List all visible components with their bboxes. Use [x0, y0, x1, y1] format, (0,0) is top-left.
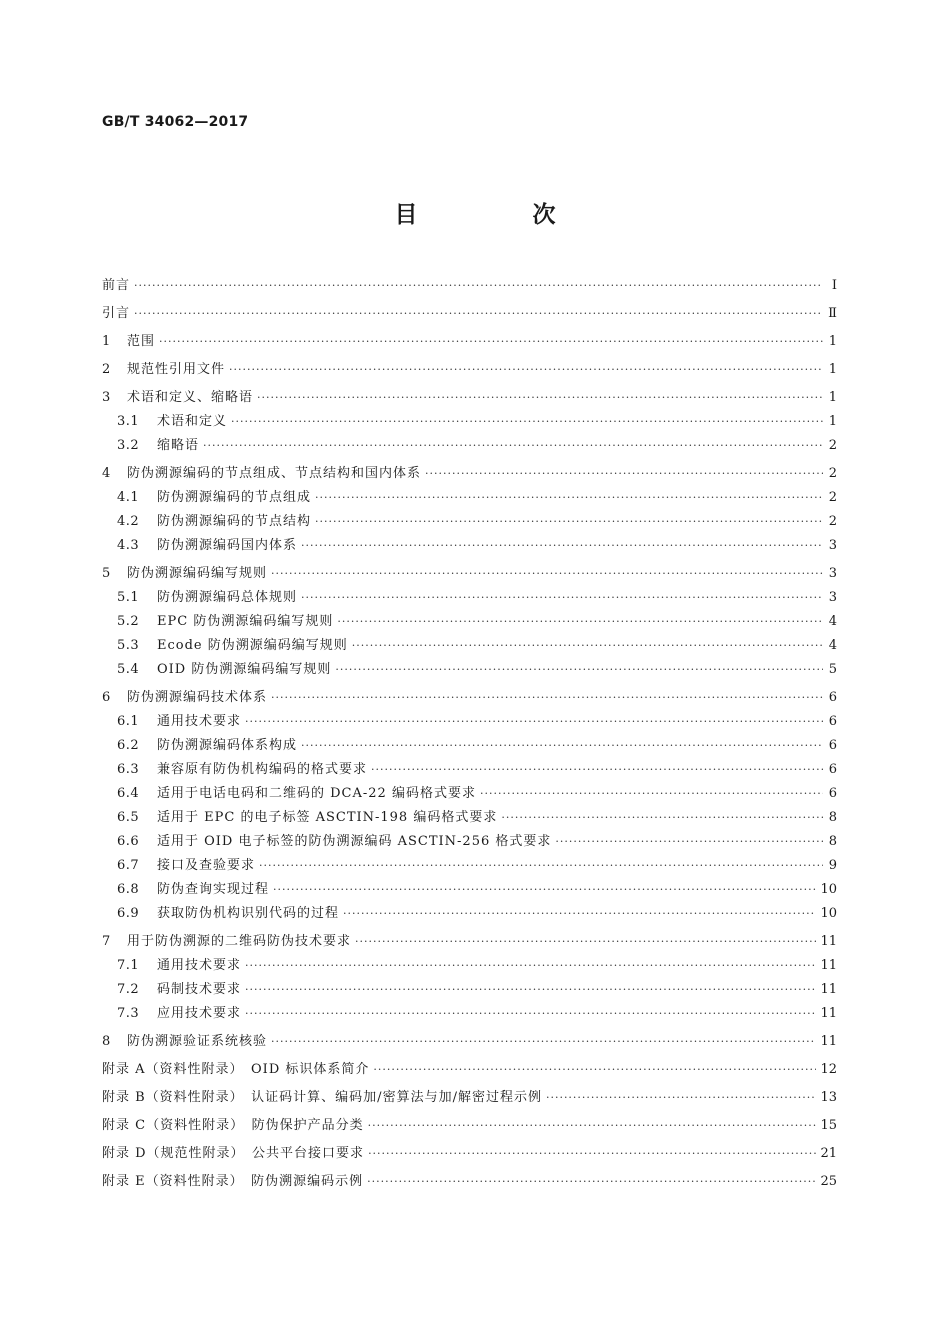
toc-entry[interactable] [102, 586, 837, 610]
page-title: 目 次 [394, 202, 602, 228]
toc-entry-page: 6 [828, 738, 837, 753]
toc-entry-page: 9 [828, 858, 837, 873]
toc-dot-leader [203, 434, 823, 458]
toc-entry-number: 6.8 [117, 882, 140, 897]
toc-entry-page: 2 [828, 466, 837, 481]
toc-entry[interactable] [102, 710, 837, 734]
toc-entry[interactable] [102, 954, 837, 978]
toc-entry[interactable] [102, 274, 837, 298]
toc-entry-number: 7 [102, 934, 111, 949]
toc-entry-page: 8 [828, 810, 837, 825]
toc-entry-page: 6 [828, 762, 837, 777]
toc-entry-number: 4 [102, 466, 111, 481]
table-of-contents [102, 274, 837, 1194]
toc-entry-title: 术语和定义、缩略语 [127, 390, 254, 405]
toc-entry-page: Ⅰ [831, 278, 837, 293]
toc-dot-leader [271, 686, 823, 710]
toc-entry-title: 防伪溯源编码的节点组成、节点结构和国内体系 [127, 466, 422, 481]
toc-dot-leader [315, 510, 823, 534]
toc-entry-title: 码制技术要求 [157, 982, 242, 997]
toc-entry-page: 2 [828, 438, 837, 453]
toc-entry[interactable] [102, 878, 837, 902]
toc-entry[interactable] [102, 410, 837, 434]
toc-dot-leader [245, 978, 816, 1002]
toc-entry[interactable] [102, 1142, 837, 1166]
toc-entry-title: 防伪溯源编码体系构成 [157, 738, 298, 753]
toc-entry-page: 1 [828, 362, 837, 377]
toc-dot-leader [301, 586, 823, 610]
toc-dot-leader [368, 1142, 816, 1166]
toc-dot-leader [245, 954, 816, 978]
toc-entry-page: 1 [828, 334, 837, 349]
toc-dot-leader [335, 658, 823, 682]
toc-entry-title: 防伪溯源编码的节点组成 [157, 490, 312, 505]
toc-entry-page: 6 [828, 690, 837, 705]
toc-entry-title: 防伪查询实现过程 [157, 882, 270, 897]
toc-entry-title: 应用技术要求 [157, 1006, 242, 1021]
toc-entry-page: 8 [828, 834, 837, 849]
toc-entry-page: Ⅱ [828, 306, 837, 321]
toc-entry-title: 适用于 EPC 的电子标签 ASCTIN-198 编码格式要求 [157, 810, 498, 825]
toc-entry-page: 5 [828, 662, 837, 677]
toc-entry-number: 7.1 [117, 958, 140, 973]
toc-entry-page: 12 [820, 1062, 837, 1077]
toc-entry[interactable] [102, 462, 837, 486]
toc-entry-title: 适用于 OID 电子标签的防伪溯源编码 ASCTIN-256 格式要求 [157, 834, 552, 849]
toc-dot-leader [134, 302, 823, 326]
toc-entry-title: 通用技术要求 [157, 714, 242, 729]
toc-dot-leader [546, 1086, 817, 1110]
toc-entry[interactable] [102, 610, 837, 634]
toc-entry[interactable] [102, 686, 837, 710]
toc-entry[interactable] [102, 1086, 837, 1110]
toc-entry-title: 附录 A（资料性附录） OID 标识体系简介 [102, 1062, 370, 1077]
toc-entry-page: 6 [828, 786, 837, 801]
toc-entry-page: 2 [828, 490, 837, 505]
toc-entry-number: 8 [102, 1034, 111, 1049]
toc-entry-page: 1 [828, 414, 837, 429]
toc-dot-leader [367, 1170, 816, 1194]
toc-entry[interactable] [102, 658, 837, 682]
toc-entry-title: 防伪溯源编码的节点结构 [157, 514, 312, 529]
toc-dot-leader [245, 710, 823, 734]
toc-entry-title: 术语和定义 [157, 414, 228, 429]
toc-dot-leader [425, 462, 823, 486]
toc-entry[interactable] [102, 1002, 837, 1026]
toc-dot-leader [245, 1002, 816, 1026]
toc-entry[interactable] [102, 806, 837, 830]
toc-entry-number: 7.3 [117, 1006, 140, 1021]
toc-entry-title: 兼容原有防伪机构编码的格式要求 [157, 762, 368, 777]
toc-entry-page: 3 [828, 590, 837, 605]
toc-dot-leader [373, 1058, 816, 1082]
toc-entry[interactable] [102, 1030, 837, 1054]
toc-entry-number: 3.1 [117, 414, 140, 429]
toc-entry-number: 3 [102, 390, 111, 405]
toc-entry-page: 11 [820, 1006, 837, 1021]
toc-entry-title: 引言 [102, 306, 131, 321]
toc-entry[interactable] [102, 510, 837, 534]
toc-dot-leader [555, 830, 823, 854]
toc-entry-number: 5.2 [117, 614, 140, 629]
toc-entry-title: 防伪溯源验证系统核验 [127, 1034, 268, 1049]
toc-dot-leader [271, 562, 823, 586]
toc-entry-title: EPC 防伪溯源编码编写规则 [157, 614, 334, 629]
toc-entry-number: 6.4 [117, 786, 140, 801]
toc-dot-leader [259, 854, 823, 878]
toc-entry[interactable] [102, 830, 837, 854]
toc-entry-page: 6 [828, 714, 837, 729]
toc-entry-number: 2 [102, 362, 111, 377]
toc-entry-title: 附录 B（资料性附录） 认证码计算、编码加/密算法与加/解密过程示例 [102, 1090, 542, 1105]
toc-entry[interactable] [102, 634, 837, 658]
toc-entry[interactable] [102, 330, 837, 354]
toc-entry-number: 5.3 [117, 638, 140, 653]
toc-entry-page: 11 [820, 934, 837, 949]
toc-entry-number: 4.3 [117, 538, 140, 553]
toc-entry-number: 6.7 [117, 858, 140, 873]
toc-entry[interactable] [102, 534, 837, 558]
toc-entry-page: 10 [820, 906, 837, 921]
toc-entry-number: 6 [102, 690, 111, 705]
toc-entry-number: 5.1 [117, 590, 140, 605]
toc-entry-title: 附录 D（规范性附录） 公共平台接口要求 [102, 1146, 365, 1161]
toc-entry-title: 范围 [127, 334, 156, 349]
toc-entry[interactable] [102, 486, 837, 510]
toc-entry[interactable] [102, 302, 837, 326]
toc-entry-title: 防伪溯源编码技术体系 [127, 690, 268, 705]
toc-entry-number: 4.2 [117, 514, 140, 529]
toc-entry-title: 缩略语 [157, 438, 200, 453]
toc-entry[interactable] [102, 358, 837, 382]
toc-dot-leader [134, 274, 823, 298]
toc-entry[interactable] [102, 1058, 837, 1082]
toc-entry-page: 3 [828, 538, 837, 553]
toc-entry-number: 6.6 [117, 834, 140, 849]
toc-dot-leader [231, 410, 823, 434]
toc-entry-page: 11 [820, 958, 837, 973]
toc-entry-title: Ecode 防伪溯源编码编写规则 [157, 638, 348, 653]
toc-entry-number: 6.1 [117, 714, 140, 729]
toc-entry-title: 附录 E（资料性附录） 防伪溯源编码示例 [102, 1174, 364, 1189]
toc-entry-title: 前言 [102, 278, 131, 293]
toc-entry-title: 适用于电话电码和二维码的 DCA-22 编码格式要求 [157, 786, 476, 801]
toc-dot-leader [368, 1114, 817, 1138]
toc-dot-leader [273, 878, 816, 902]
toc-entry-title: 防伪溯源编码总体规则 [157, 590, 298, 605]
toc-entry-page: 25 [820, 1174, 837, 1189]
toc-entry-title: 接口及查验要求 [157, 858, 256, 873]
toc-entry[interactable] [102, 782, 837, 806]
toc-dot-leader [301, 534, 823, 558]
toc-entry[interactable] [102, 1170, 837, 1194]
toc-dot-leader [480, 782, 823, 806]
toc-entry-number: 4.1 [117, 490, 140, 505]
toc-entry-number: 6.3 [117, 762, 140, 777]
toc-entry-title: 防伪溯源编码国内体系 [157, 538, 298, 553]
toc-entry-page: 1 [828, 390, 837, 405]
toc-entry-title: 通用技术要求 [157, 958, 242, 973]
toc-entry-page: 11 [820, 982, 837, 997]
toc-entry-title: 防伪溯源编码编写规则 [127, 566, 268, 581]
toc-entry-page: 2 [828, 514, 837, 529]
toc-entry-number: 6.9 [117, 906, 140, 921]
toc-entry-page: 15 [820, 1118, 837, 1133]
toc-dot-leader [159, 330, 823, 354]
toc-entry[interactable] [102, 562, 837, 586]
toc-dot-leader [352, 634, 823, 658]
toc-entry-number: 6.5 [117, 810, 140, 825]
toc-entry-page: 13 [820, 1090, 837, 1105]
toc-entry[interactable] [102, 978, 837, 1002]
toc-dot-leader [257, 386, 823, 410]
toc-entry-title: 获取防伪机构识别代码的过程 [157, 906, 340, 921]
toc-dot-leader [343, 902, 816, 926]
toc-entry-title: 附录 C（资料性附录） 防伪保护产品分类 [102, 1118, 364, 1133]
toc-dot-leader [337, 610, 823, 634]
toc-entry-title: 规范性引用文件 [127, 362, 226, 377]
toc-entry[interactable] [102, 854, 837, 878]
toc-entry-page: 10 [820, 882, 837, 897]
toc-entry[interactable] [102, 1114, 837, 1138]
toc-dot-leader [229, 358, 823, 382]
toc-entry-number: 5 [102, 566, 111, 581]
toc-dot-leader [271, 1030, 816, 1054]
toc-entry[interactable] [102, 930, 837, 954]
standard-number: GB/T 34062—2017 [102, 114, 249, 130]
toc-entry-number: 3.2 [117, 438, 140, 453]
toc-entry-number: 7.2 [117, 982, 140, 997]
toc-entry-page: 4 [828, 638, 837, 653]
toc-dot-leader [355, 930, 816, 954]
toc-entry-page: 3 [828, 566, 837, 581]
toc-dot-leader [371, 758, 823, 782]
toc-entry-page: 21 [820, 1146, 837, 1161]
toc-dot-leader [315, 486, 823, 510]
toc-entry-title: OID 防伪溯源编码编写规则 [157, 662, 332, 677]
toc-entry-number: 5.4 [117, 662, 140, 677]
toc-entry-number: 6.2 [117, 738, 140, 753]
toc-entry-page: 4 [828, 614, 837, 629]
toc-entry[interactable] [102, 386, 837, 410]
toc-entry-title: 用于防伪溯源的二维码防伪技术要求 [127, 934, 352, 949]
toc-entry[interactable] [102, 734, 837, 758]
toc-entry[interactable] [102, 434, 837, 458]
toc-entry[interactable] [102, 902, 837, 926]
toc-dot-leader [501, 806, 823, 830]
toc-dot-leader [301, 734, 823, 758]
toc-entry[interactable] [102, 758, 837, 782]
toc-entry-number: 1 [102, 334, 111, 349]
toc-entry-page: 11 [820, 1034, 837, 1049]
